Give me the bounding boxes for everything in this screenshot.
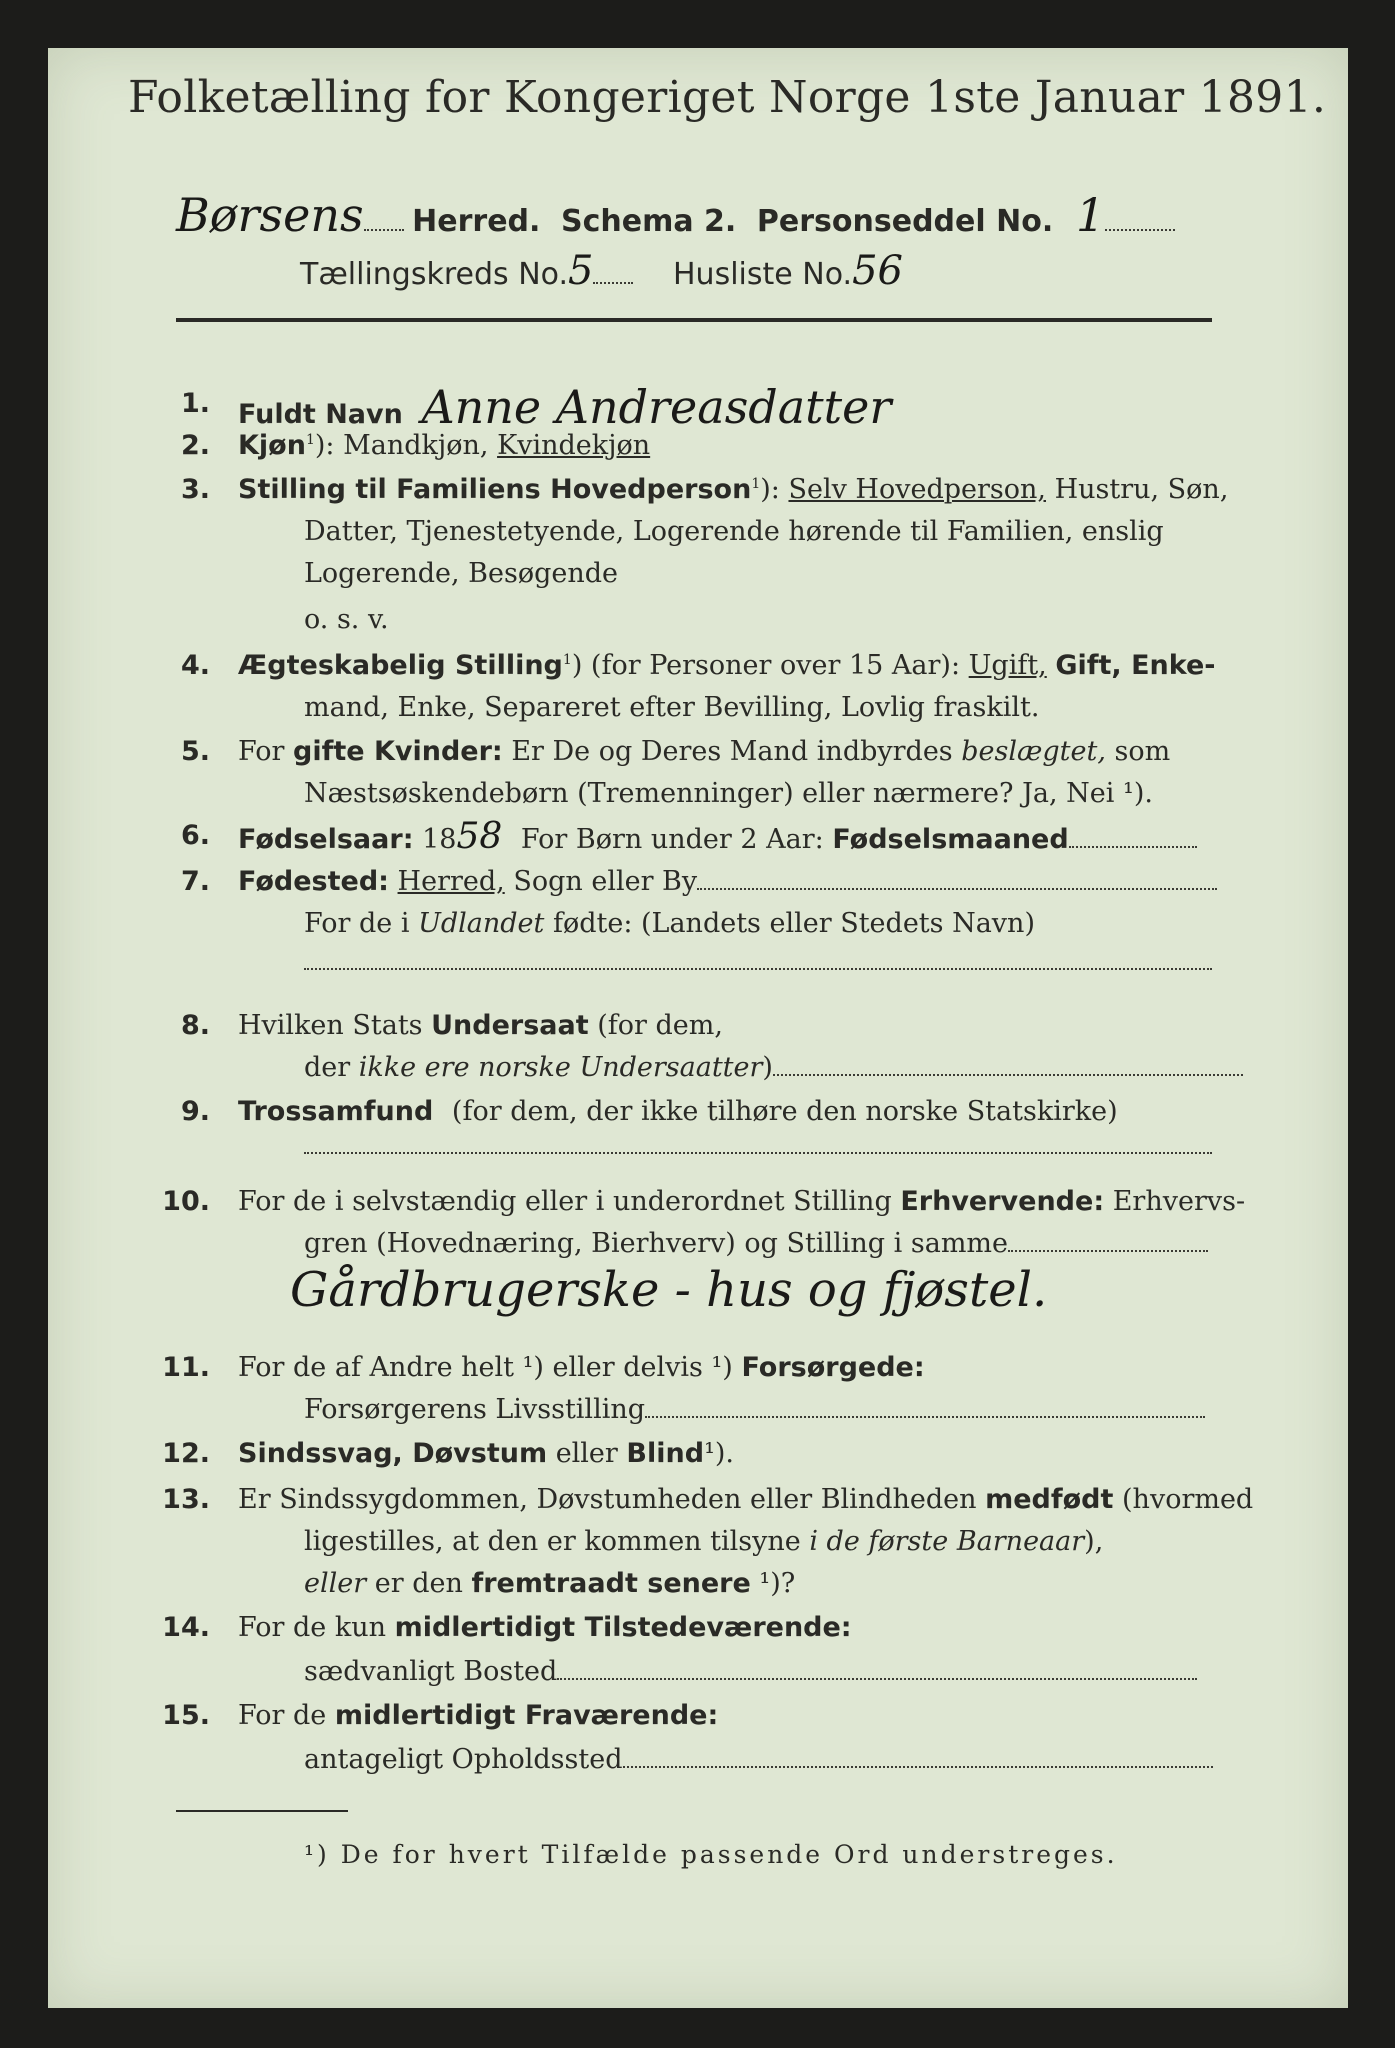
item-number: 1. — [180, 388, 210, 419]
item-supported-line2: Forsørgerens Livsstilling — [304, 1394, 1205, 1425]
item-occupation-line2: gren (Hovednæring, Bierhverv) og Stilling i samme — [304, 1228, 1208, 1259]
item-number: 3. — [180, 474, 210, 505]
herred-line — [176, 188, 1175, 242]
item-temporary-present: For de kun midlertidigt Tilstedeværende: — [238, 1612, 852, 1643]
marital-selected: Ugift, — [968, 650, 1047, 681]
taellingskreds-line — [300, 248, 903, 294]
item-number: 2. — [180, 430, 210, 461]
birthplace-blank — [304, 968, 1212, 970]
item-temporary-absent: For de midlertidigt Fraværende: — [238, 1700, 719, 1731]
gender-selected: Kvindekjøn — [497, 430, 651, 461]
item-number: 11. — [162, 1352, 210, 1383]
husliste-label: Husliste No. — [673, 257, 853, 292]
item-number: 9. — [180, 1096, 210, 1127]
item-number: 12. — [162, 1438, 210, 1469]
item-full-name: Fuldt Navn Anne Andreasdatter — [238, 380, 892, 434]
item-gender: Kjøn$^1$): Mandkjøn, Kvindekjøn — [238, 430, 651, 461]
item-disability: Sindssvag, Døvstum eller Blind¹). — [238, 1438, 735, 1469]
schema-label: Schema 2. — [561, 204, 737, 239]
item-number: 14. — [162, 1612, 210, 1643]
item-temporary-present-line2: sædvanligt Bosted — [304, 1656, 1197, 1687]
item-number: 6. — [180, 820, 210, 851]
item-religion: Trossamfund (for dem, der ikke tilhøre den norske Statskirke) — [238, 1096, 1118, 1127]
full-name-value: Anne Andreasdatter — [421, 380, 892, 434]
husliste-number: 56 — [852, 248, 903, 294]
item-number: 5. — [180, 736, 210, 767]
item-citizenship: Hvilken Stats Undersaat (for dem, — [238, 1010, 723, 1041]
item-number: 13. — [162, 1484, 210, 1515]
item-marital-line2: mand, Enke, Separeret efter Bevilling, Lovlig fraskilt. — [304, 692, 1040, 723]
item-occupation: For de i selvstændig eller i underordnet Stilling Erhvervende: Erhvervs- — [238, 1186, 1246, 1217]
item-number: 8. — [180, 1010, 210, 1041]
item-married-women-line2: Næstsøskendebørn (Tremenninger) eller nærmere? Ja, Nei ¹). — [304, 778, 1153, 809]
item-position: Stilling til Familiens Hovedperson$^1$): Selv Hovedperson, Hustru, Søn, — [238, 474, 1229, 505]
item-position-line2: Datter, Tjenestetyende, Logerende hørende til Familien, enslig — [304, 516, 1164, 547]
item-congenital: Er Sindssygdommen, Døvstumheden eller Blindheden medfødt (hvormed — [238, 1484, 1254, 1515]
footnote-rule — [176, 1810, 348, 1812]
page-title: Folketælling for Kongeriget Norge 1ste Januar 1891. — [128, 72, 1327, 123]
header-rule — [176, 318, 1212, 322]
item-birthplace-line2: For de i Udlandet fødte: (Landets eller Stedets Navn) — [304, 908, 1035, 939]
item-position-line3: Logerende, Besøgende — [304, 558, 618, 589]
birth-year-value: 58 — [456, 816, 503, 857]
item-marital-status: Ægteskabelig Stilling$^1$) (for Personer over 15 Aar): Ugift, Gift, Enke- — [238, 650, 1216, 681]
herred-name: Børsens — [176, 188, 364, 242]
footnote: ¹) De for hvert Tilfælde passende Ord understreges. — [304, 1840, 1118, 1869]
personseddel-number: 1 — [1075, 188, 1106, 242]
item-married-women: For gifte Kvinder: Er De og Deres Mand indbyrdes beslægtet, som — [238, 736, 1171, 767]
item-congenital-line3: eller er den fremtraadt senere ¹)? — [304, 1568, 796, 1599]
personseddel-label: Personseddel No. — [756, 204, 1054, 239]
item-number: 10. — [162, 1186, 210, 1217]
item-citizenship-line2: der ikke ere norske Undersaatter) — [304, 1052, 1243, 1083]
birthplace-selected: Herred, — [397, 866, 505, 897]
item-congenital-line2: ligestilles, at den er kommen tilsyne i de første Barneaar), — [304, 1526, 1104, 1557]
item-birthplace: Fødested: Herred, Sogn eller By — [238, 866, 1217, 897]
religion-blank — [304, 1152, 1212, 1154]
item-position-line4: o. s. v. — [304, 604, 389, 635]
item-supported: For de af Andre helt ¹) eller delvis ¹) Forsørgede: — [238, 1352, 925, 1383]
occupation-value: Gårdbrugerske - hus og fjøstel. — [290, 1262, 1048, 1318]
item-temporary-absent-line2: antageligt Opholdssted — [304, 1744, 1213, 1775]
item-number: 7. — [180, 866, 210, 897]
taellingskreds-label: Tællingskreds No. — [300, 257, 568, 292]
item-number: 15. — [162, 1700, 210, 1731]
item-birth-year: Fødselsaar: 1858 For Børn under 2 Aar: Fødselsmaaned — [238, 816, 1197, 857]
position-selected: Selv Hovedperson, — [788, 474, 1046, 505]
taellingskreds-number: 5 — [568, 248, 594, 294]
item-number: 4. — [180, 650, 210, 681]
herred-label: Herred. — [412, 204, 541, 239]
